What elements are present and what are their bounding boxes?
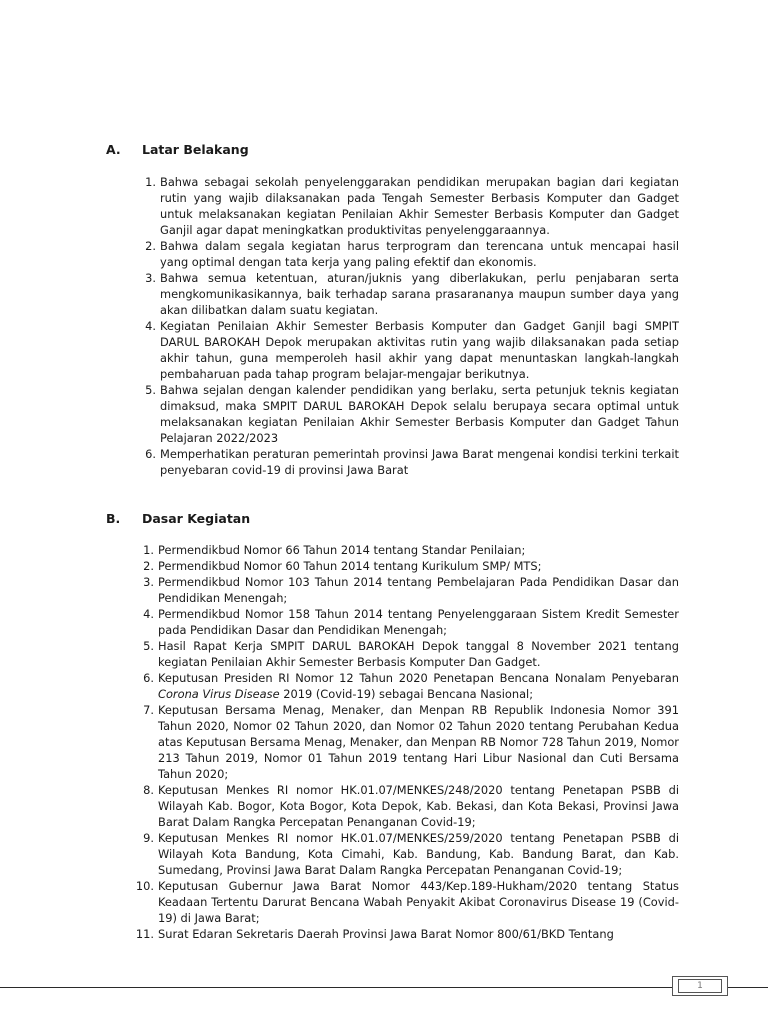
list-item-number: 2. xyxy=(143,559,154,573)
list-item-text: Keputusan Menkes RI nomor HK.01.07/MENKES/259/2020 tentang Penetapan PSBB di Wilayah Kota Bandung, Kota Cimahi, Kab. Bandung, Kab. Bandung Barat, dan Kab. Sumedang, Provinsi Jawa Barat Dalam Rangka Percepatan Penanganan Covid-19; xyxy=(158,831,679,877)
list-item xyxy=(143,542,679,558)
list-item-number: 3. xyxy=(143,575,154,589)
list-item-text-before: Keputusan Presiden RI Nomor 12 Tahun 2020 Penetapan Bencana Nonalam Penyebaran xyxy=(158,671,679,685)
list-item xyxy=(143,782,679,830)
list-item xyxy=(143,670,679,702)
section-b-letter: B. xyxy=(106,511,121,526)
section-b-heading xyxy=(106,511,250,527)
list-item xyxy=(145,318,679,382)
list-item xyxy=(145,446,679,478)
list-item-text: Keputusan Gubernur Jawa Barat Nomor 443/Kep.189-Hukham/2020 tentang Status Keadaan Tertentu Darurat Bencana Wabah Penyakit Akibat Coronavirus Disease 19 (Covid-19) di Jawa Barat; xyxy=(158,879,679,925)
list-item-text: Permendikbud Nomor 66 Tahun 2014 tentang Standar Penilaian; xyxy=(158,543,526,557)
section-a-heading xyxy=(106,142,249,158)
list-item xyxy=(145,270,679,318)
list-item-text: Permendikbud Nomor 158 Tahun 2014 tentang Penyelenggaraan Sistem Kredit Semester pada Pendidikan Dasar dan Pendidikan Menengah; xyxy=(158,607,679,637)
list-item-number: 4. xyxy=(145,319,156,333)
footer-rule xyxy=(0,987,768,988)
list-item-text: Bahwa sejalan dengan kalender pendidikan yang berlaku, serta petunjuk teknis kegiatan dimaksud, maka SMPIT DARUL BAROKAH Depok selalu berupaya secara optimal untuk melaksanakan kegiatan Penilaian Akhir Semester Berbasis Komputer dan Gadget Tahun Pelajaran 2022/2023 xyxy=(160,383,679,445)
section-a-list xyxy=(145,174,679,478)
list-item xyxy=(143,558,679,574)
section-b-list xyxy=(135,542,679,942)
list-item xyxy=(135,878,679,926)
list-item-number: 5. xyxy=(143,639,154,653)
list-item xyxy=(143,638,679,670)
list-item xyxy=(145,238,679,270)
list-item-text: Permendikbud Nomor 103 Tahun 2014 tentang Pembelajaran Pada Pendidikan Dasar dan Pendidikan Menengah; xyxy=(158,575,679,605)
list-item-number: 2. xyxy=(145,239,156,253)
list-item-number: 6. xyxy=(145,447,156,461)
list-item-number: 3. xyxy=(145,271,156,285)
list-item-number: 7. xyxy=(143,703,154,717)
list-item-text: Hasil Rapat Kerja SMPIT DARUL BAROKAH Depok tanggal 8 November 2021 tentang kegiatan Penilaian Akhir Semester Berbasis Komputer Dan Gadget. xyxy=(158,639,679,669)
page-number: 1 xyxy=(678,979,722,993)
list-item-text: Bahwa sebagai sekolah penyelenggarakan pendidikan merupakan bagian dari kegiatan rutin yang wajib dilaksanakan pada Tengah Semester Berbasis Komputer dan Gadget untuk melaksanakan kegiatan Penilaian Akhir Semester Berbasis Komputer dan Gadget Ganjil agar dapat meningkatkan produktivitas penyelenggaraannya. xyxy=(160,175,679,237)
list-item-text: Permendikbud Nomor 60 Tahun 2014 tentang Kurikulum SMP/ MTS; xyxy=(158,559,542,573)
list-item-text: Bahwa dalam segala kegiatan harus terprogram dan terencana untuk mencapai hasil yang optimal dengan tata kerja yang paling efektif dan ekonomis. xyxy=(160,239,679,269)
list-item-text-after: 2019 (Covid-19) sebagai Bencana Nasional; xyxy=(279,687,534,701)
list-item xyxy=(143,574,679,606)
list-item xyxy=(145,382,679,446)
list-item-text: Bahwa semua ketentuan, aturan/juknis yang diberlakukan, perlu penjabaran serta mengkomunikasikannya, baik terhadap sarana prasarananya maupun sumber daya yang akan dilibatkan dalam suatu kegiatan. xyxy=(160,271,679,317)
list-item-text: Memperhatikan peraturan pemerintah provinsi Jawa Barat mengenai kondisi terkini terkait penyebaran covid-19 di provinsi Jawa Barat xyxy=(160,447,679,477)
list-item xyxy=(143,606,679,638)
list-item-number: 9. xyxy=(143,831,154,845)
list-item xyxy=(145,174,679,238)
list-item xyxy=(143,830,679,878)
list-item-number: 6. xyxy=(143,671,154,685)
list-item-number: 11. xyxy=(135,927,154,941)
list-item-number: 10. xyxy=(135,879,154,893)
section-b-title: Dasar Kegiatan xyxy=(142,511,251,526)
list-item-number: 5. xyxy=(145,383,156,397)
list-item xyxy=(135,926,679,942)
section-a-title: Latar Belakang xyxy=(142,142,249,157)
list-item-number: 1. xyxy=(145,175,156,189)
list-item-text: Keputusan Menkes RI nomor HK.01.07/MENKES/248/2020 tentang Penetapan PSBB di Wilayah Kab. Bogor, Kota Bogor, Kota Depok, Kab. Bekasi, dan Kota Bekasi, Provinsi Jawa Barat Dalam Rangka Percepatan Penanganan Covid-19; xyxy=(158,783,679,829)
list-item xyxy=(143,702,679,782)
list-item-text: Keputusan Bersama Menag, Menaker, dan Menpan RB Republik Indonesia Nomor 391 Tahun 2020, Nomor 02 Tahun 2020, dan Nomor 02 Tahun 2020 tentang Perubahan Kedua atas Keputusan Bersama Menag, Menaker, dan Menpan RB Nomor 728 Tahun 2019, Nomor 213 Tahun 2019, Nomor 01 Tahun 2019 tentang Hari Libur Nasional dan Cuti Bersama Tahun 2020; xyxy=(158,703,679,781)
list-item-text: Surat Edaran Sekretaris Daerah Provinsi Jawa Barat Nomor 800/61/BKD Tentang xyxy=(158,927,614,941)
list-item-text: Kegiatan Penilaian Akhir Semester Berbasis Komputer dan Gadget Ganjil bagi SMPIT DARUL BAROKAH Depok merupakan aktivitas rutin yang wajib dilaksanakan pada setiap akhir tahun, guna memperoleh hasil akhir yang dapat menuntaskan langkah-langkah pembaharuan pada tahap program belajar-mengajar berikutnya. xyxy=(160,319,679,381)
list-item-number: 1. xyxy=(143,543,154,557)
list-item-text-italic: Corona Virus Disease xyxy=(158,687,280,701)
list-item-number: 4. xyxy=(143,607,154,621)
list-item-number: 8. xyxy=(143,783,154,797)
section-a-letter: A. xyxy=(106,142,121,157)
